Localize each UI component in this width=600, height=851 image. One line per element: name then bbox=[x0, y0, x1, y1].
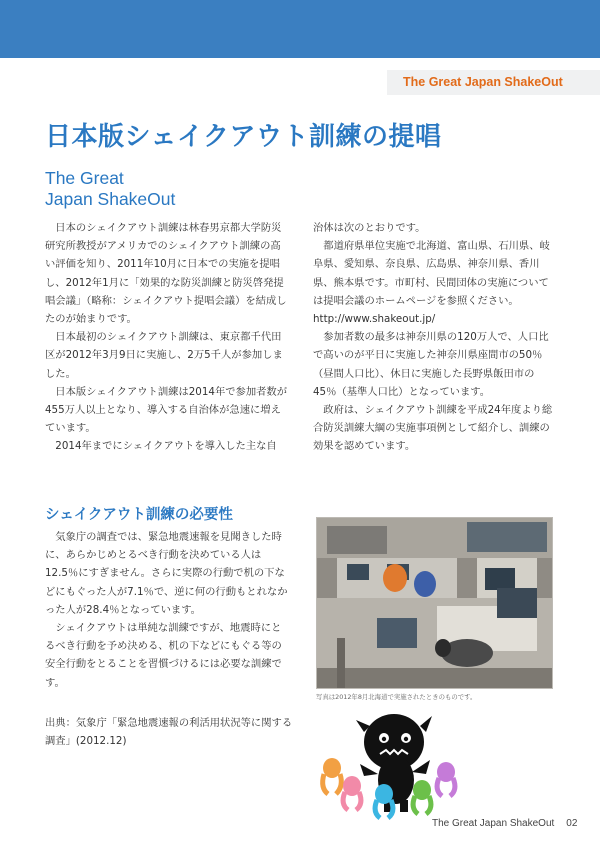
necessity-body bbox=[45, 528, 289, 692]
header-bar bbox=[0, 0, 600, 58]
mascot-illustration bbox=[312, 702, 462, 820]
photo-caption: 写真は2012年8月北海道で実施されたときのものです。 bbox=[316, 693, 477, 701]
drill-photo bbox=[316, 517, 553, 689]
paragraph: 参加者数の最多は神奈川県の120万人で、人口比で高いのが平日に実施した神奈川県座間市の50％（昼間人口比）、休日に実施した長野県飯田市の45％（基準人口比）となっています。 bbox=[313, 331, 549, 398]
purple-character-icon bbox=[437, 762, 455, 796]
office-drill-illustration bbox=[317, 518, 553, 689]
paragraph: 治体は次のとおりです。 bbox=[313, 222, 426, 234]
cyan-character-icon bbox=[375, 784, 393, 818]
shakeout-mascots bbox=[312, 702, 462, 820]
orange-character-icon bbox=[323, 758, 342, 794]
page-number: 02 bbox=[566, 818, 578, 829]
paragraph: 日本版シェイクアウト訓練は2014年で参加者数が455万人以上となり、導入する自治体が急速に増えています。 bbox=[45, 385, 288, 435]
series-label: The Great Japan ShakeOut bbox=[387, 70, 600, 95]
english-subtitle bbox=[45, 168, 175, 210]
paragraph: 2014年までにシェイクアウトを導入した主な自 bbox=[55, 440, 277, 453]
page-footer bbox=[432, 818, 577, 829]
english-subtitle-line: Japan ShakeOut bbox=[45, 189, 176, 209]
paragraph: 日本最初のシェイクアウト訓練は、東京都千代田区が2012年3月9日に実施し、2万5千人が参加しました。 bbox=[45, 331, 283, 380]
paragraph: 日本のシェイクアウト訓練は林春男京都大学防災研究所教授がアメリカでのシェイクアウト訓練の高い評価を知り、2011年10月に日本での実施を提唱し、2012年1月に「効果的な防災訓練と防災啓発提唱会議」（略称：シェイクアウト提唱会議）を結成したのが始まりです。 bbox=[45, 222, 287, 326]
intro-column-right bbox=[313, 219, 557, 456]
section-heading: シェイクアウト訓練の必要性 bbox=[45, 507, 233, 523]
intro-column-left bbox=[45, 219, 289, 456]
paragraph: 政府は、シェイクアウト訓練を平成24年度より総合防災訓練大綱の実施事項例として紹介し、訓練の効果を認めています。 bbox=[313, 404, 553, 453]
paragraph: 気象庁の調査では、緊急地震速報を見聞きした時に、あらかじめとるべき行動を決めている人は12.5％にすぎません。さらに実際の行動で机の下などにもぐった人が7.1％で、逆に何の行動もとれなかった人が28.4％となっています。 bbox=[45, 531, 288, 616]
paragraph: シェイクアウトは単純な訓練ですが、地震時にとるべき行動を予め決める、机の下などにもぐる等の安全行動をとることを習慣づけるには必要な訓練です。 bbox=[45, 622, 282, 689]
green-character-icon bbox=[413, 780, 431, 814]
paragraph: 都道府県単位実施で北海道、富山県、石川県、岐阜県、愛知県、奈良県、広島県、神奈川県、香川県、熊本県です。市町村、民間団体の実施については提唱会議のホームページを参照ください。http://www.shakeout.jp/ bbox=[313, 240, 550, 326]
pink-character-icon bbox=[343, 776, 361, 810]
source-citation: 出典：気象庁「緊急地震速報の利活用状況等に関する調査」(2012.12) bbox=[45, 717, 293, 748]
page-title: 日本版シェイクアウト訓練の提唱 bbox=[45, 122, 442, 152]
english-subtitle-line: The Great bbox=[45, 168, 124, 188]
footer-label: The Great Japan ShakeOut bbox=[432, 818, 555, 829]
